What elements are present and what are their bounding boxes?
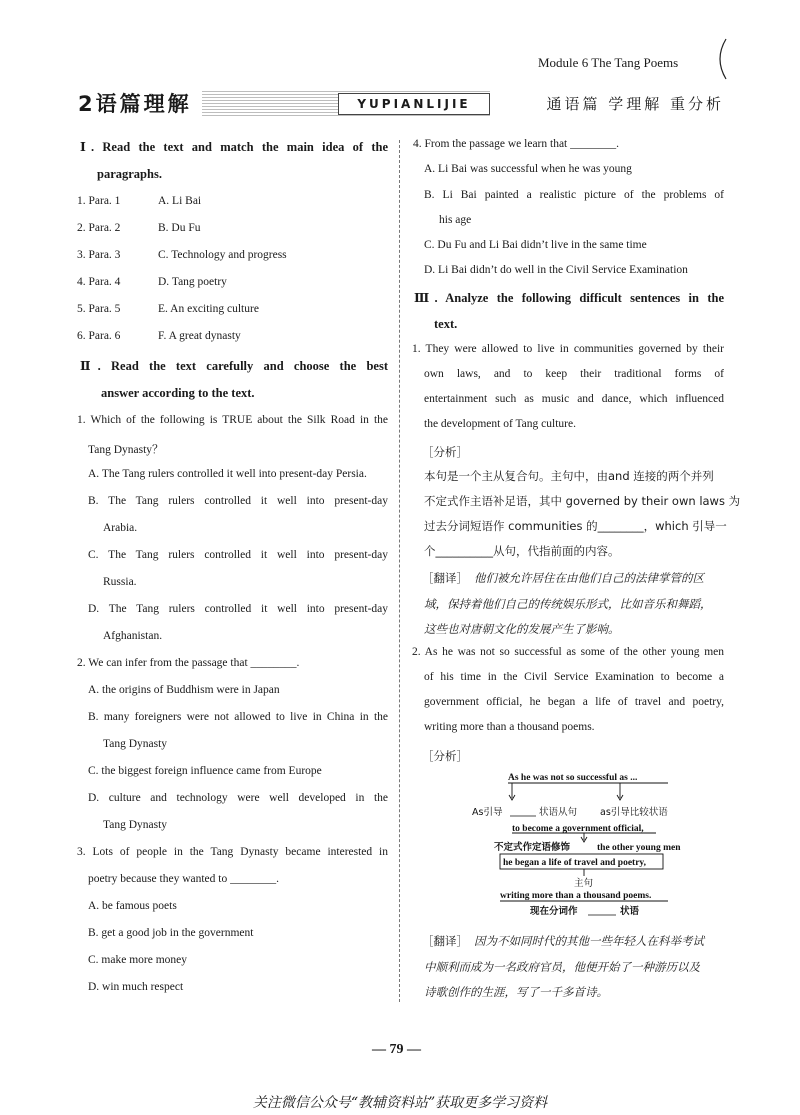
column-divider xyxy=(399,140,400,1002)
sentence1-analysis-3: 过去分词短语作 communities 的________，which 引导一 xyxy=(424,519,727,533)
match-option-c: C. Technology and progress xyxy=(158,249,287,261)
part2-heading-cont: answer according to the text. xyxy=(101,386,255,400)
diagram-label-comparative: as引导比较状语 xyxy=(600,807,668,818)
match-para-4: 4. Para. 4 xyxy=(77,276,121,288)
sentence2-translation-1: 因为不如同时代的其他一些年轻人在科举考试 xyxy=(474,934,704,948)
q2-option-c: C. the biggest foreign influence came from Europe xyxy=(88,765,322,777)
sentence1-line3: entertainment such as music and dance, which influenced xyxy=(424,393,724,405)
q2-option-a: A. the origins of Buddhism were in Japan xyxy=(88,684,280,696)
sentence1-analysis-2: 不定式作主语补足语，其中 governed by their own laws 为 xyxy=(424,494,741,508)
part2-heading: Ⅱ. Read the text carefully and choose the best xyxy=(80,359,388,373)
q1-option-d: D. The Tang rulers controlled it well into present-day xyxy=(88,603,388,615)
section-banner xyxy=(78,91,724,117)
sentence-structure-diagram xyxy=(460,770,700,920)
part1-heading: Ⅰ. Read the text and match the main idea of the xyxy=(80,140,388,154)
sentence2-translation-3: 诗歌创作的生涯，写了一千多首诗。 xyxy=(424,985,608,999)
diagram-label-adverbial-clause: 状语从句 xyxy=(539,807,578,818)
match-para-5: 5. Para. 5 xyxy=(77,303,121,315)
module-title: Module 6 The Tang Poems xyxy=(538,55,679,70)
q3-option-b: B. get a good job in the government xyxy=(88,927,254,939)
q4-option-b-cont: his age xyxy=(439,214,472,226)
diagram-label-main: 主句 xyxy=(574,878,594,889)
diagram-label-participle: 现在分词作 xyxy=(530,906,578,917)
q4-option-c: C. Du Fu and Li Bai didn’t live in the same time xyxy=(424,239,647,251)
q1-option-d-cont: Afghanistan. xyxy=(103,630,163,642)
sentence1-translation-tag: ［翻译］ xyxy=(422,571,468,585)
q3-option-a: A. be famous poets xyxy=(88,900,177,912)
diagram-label-infinitive-attr: 不定式作定语修饰 xyxy=(494,842,571,853)
diagram-label-adverbial: 状语 xyxy=(620,906,640,917)
match-option-d: D. Tang poetry xyxy=(158,276,227,288)
q4-option-d: D. Li Bai didn’t do well in the Civil Service Examination xyxy=(424,264,688,276)
sentence1-translation-2: 域，保持着他们自己的传统娱乐形式，比如音乐和舞蹈， xyxy=(424,597,712,611)
q4-option-b: B. Li Bai painted a realistic picture of the problems of xyxy=(424,189,724,201)
q2-option-b-cont: Tang Dynasty xyxy=(103,738,168,750)
page-number: — 79 — xyxy=(372,1042,421,1057)
diagram-top-clause: As he was not so successful as ... xyxy=(508,773,638,783)
sentence2-line3: government official, he began a life of travel and poetry, xyxy=(424,696,724,708)
sentence2-analysis-tag: ［分析］ xyxy=(422,749,468,763)
sentence1-translation-3: 这些也对唐朝文化的发展产生了影响。 xyxy=(424,622,620,636)
sentence2-translation-2: 中顺利而成为一名政府官员，他便开始了一种游历以及 xyxy=(424,960,700,974)
diagram-other-young-men: the other young men xyxy=(597,843,681,853)
match-option-a: A. Li Bai xyxy=(158,195,202,207)
q4-stem: 4. From the passage we learn that ________. xyxy=(413,138,619,150)
match-para-6: 6. Para. 6 xyxy=(77,330,121,342)
sentence2-line2: of his time in the Civil Service Examination to become a xyxy=(424,671,724,683)
sentence2-line1: 2. As he was not so successful as some of the other young men xyxy=(412,646,724,658)
q3-option-d: D. win much respect xyxy=(88,981,184,993)
match-para-1: 1. Para. 1 xyxy=(77,195,121,207)
q2-option-b: B. many foreigners were not allowed to live in China in the xyxy=(88,711,388,723)
section-title: 2语篇理解 xyxy=(78,91,202,117)
part1-heading-cont: paragraphs. xyxy=(97,167,162,181)
sentence2-translation-tag: ［翻译］ xyxy=(422,934,468,948)
diagram-main-clause: he began a life of travel and poetry, xyxy=(503,858,647,868)
q4-option-a: A. Li Bai was successful when he was young xyxy=(424,163,632,175)
page-edge-arc-decoration xyxy=(712,38,732,80)
sentence1-analysis-1: 本句是一个主从复合句。主句中，由and 连接的两个并列 xyxy=(424,469,714,483)
q1-stem-cont: Tang Dynasty？ xyxy=(88,444,164,456)
diagram-infinitive-phrase: to become a government official, xyxy=(512,824,644,834)
diagram-participle-phrase: writing more than a thousand poems. xyxy=(500,891,652,901)
sentence1-line4: the development of Tang culture. xyxy=(424,418,576,430)
q1-stem: 1. Which of the following is TRUE about the Silk Road in the xyxy=(77,414,388,426)
q3-option-c: C. make more money xyxy=(88,954,188,966)
match-para-3: 3. Para. 3 xyxy=(77,249,121,261)
q1-option-c: C. The Tang rulers controlled it well into present-day xyxy=(88,549,388,561)
match-option-f: F. A great dynasty xyxy=(158,330,241,342)
q1-option-b-cont: Arabia. xyxy=(103,522,138,534)
q2-option-d: D. culture and technology were well developed in the xyxy=(88,792,388,804)
q2-option-d-cont: Tang Dynasty xyxy=(103,819,168,831)
q3-stem-cont: poetry because they wanted to ________. xyxy=(88,873,279,885)
q2-stem: 2. We can infer from the passage that ________. xyxy=(77,657,300,669)
q1-option-b: B. The Tang rulers controlled it well into present-day xyxy=(88,495,388,507)
footer-promo: 关注微信公众号“教辅资料站”获取更多学习资料 xyxy=(252,1095,548,1111)
part3-heading: Ⅲ. Analyze the following difficult sentences in the xyxy=(414,291,724,305)
section-motto: 通语篇 学理解 重分析 xyxy=(490,91,724,117)
part3-heading-cont: text. xyxy=(434,317,458,331)
q1-option-a: A. The Tang rulers controlled it well into present-day Persia. xyxy=(88,468,367,480)
match-option-e: E. An exciting culture xyxy=(158,303,259,315)
sentence2-line4: writing more than a thousand poems. xyxy=(424,721,595,733)
diagram-label-as: As引导 xyxy=(472,807,503,818)
q1-option-c-cont: Russia. xyxy=(103,576,137,588)
match-para-2: 2. Para. 2 xyxy=(77,222,121,234)
sentence1-analysis-4: 个__________从句，代指前面的内容。 xyxy=(424,544,620,558)
sentence1-line2: own laws, and to keep their traditional forms of xyxy=(424,368,724,380)
sentence1-translation-1: 他们被允许居住在由他们自己的法律掌管的区 xyxy=(474,571,704,585)
q3-stem: 3. Lots of people in the Tang Dynasty became interested in xyxy=(77,846,388,858)
sentence1-analysis-tag: ［分析］ xyxy=(422,445,468,459)
match-option-b: B. Du Fu xyxy=(158,222,201,234)
section-pinyin: YUPIANLIJIE xyxy=(338,93,490,115)
sentence1-line1: 1. They were allowed to live in communities governed by their xyxy=(412,343,724,355)
